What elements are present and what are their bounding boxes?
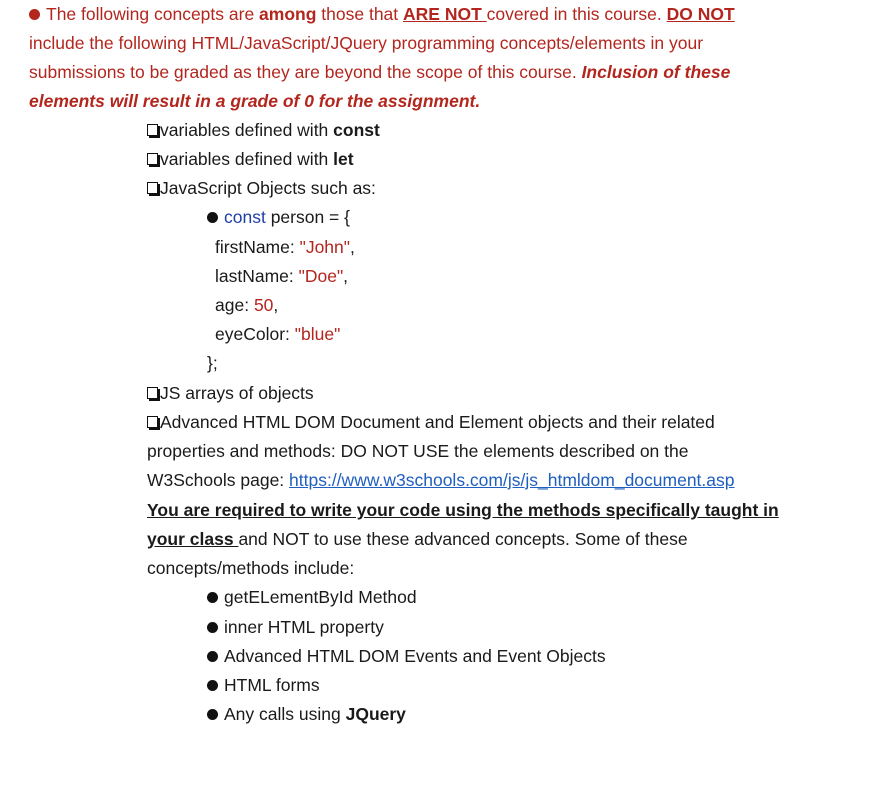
required-line-3: concepts/methods include: xyxy=(147,558,355,578)
code-lastname: lastName: "Doe", xyxy=(215,266,349,286)
code-eyecolor: eyeColor: "blue" xyxy=(215,324,341,344)
intro-line-3: submissions to be graded as they are beyond the scope of this course. Inclusion of these xyxy=(29,62,731,82)
item-dom-2: properties and methods: DO NOT USE the elements described on the xyxy=(147,441,689,461)
method-item-5: Any calls using JQuery xyxy=(207,700,406,729)
intro-line-2: include the following HTML/JavaScript/JQuery programming concepts/elements in your xyxy=(29,33,704,53)
code-decl: const person = { xyxy=(207,203,350,232)
intro-line-1: The following concepts are among those that ARE NOT covered in this course. DO NOT xyxy=(29,0,735,29)
item-dom-3: W3Schools page: https://www.w3schools.com/js/js_htmldom_document.asp xyxy=(147,470,735,490)
bullet-icon xyxy=(207,651,218,662)
item-arrays: JS arrays of objects xyxy=(147,379,314,408)
required-line-1: You are required to write your code using the methods specifically taught in xyxy=(147,500,779,520)
bullet-icon xyxy=(29,9,40,20)
required-line-2: your class and NOT to use these advanced concepts. Some of these xyxy=(147,529,688,549)
method-item-1: getELementById Method xyxy=(207,583,417,612)
bullet-icon xyxy=(207,622,218,633)
item-objects: JavaScript Objects such as: xyxy=(147,174,376,203)
intro-line-4: elements will result in a grade of 0 for the assignment. xyxy=(29,91,481,111)
method-item-2: inner HTML property xyxy=(207,613,384,642)
checkbox-icon xyxy=(147,124,158,136)
method-item-3: Advanced HTML DOM Events and Event Objects xyxy=(207,642,606,671)
code-age: age: 50, xyxy=(215,295,279,315)
item-let: variables defined with let xyxy=(147,145,354,174)
item-const: variables defined with const xyxy=(147,116,380,145)
checkbox-icon xyxy=(147,182,158,194)
w3schools-link[interactable]: https://www.w3schools.com/js/js_htmldom_document.asp xyxy=(289,470,735,490)
code-close: }; xyxy=(207,353,218,373)
method-item-4: HTML forms xyxy=(207,671,320,700)
bullet-icon xyxy=(207,680,218,691)
bullet-icon xyxy=(207,212,218,223)
checkbox-icon xyxy=(147,387,158,399)
bullet-icon xyxy=(207,709,218,720)
item-dom-1: Advanced HTML DOM Document and Element objects and their related xyxy=(147,408,715,437)
checkbox-icon xyxy=(147,153,158,165)
checkbox-icon xyxy=(147,416,158,428)
code-firstname: firstName: "John", xyxy=(215,237,355,257)
bullet-icon xyxy=(207,592,218,603)
